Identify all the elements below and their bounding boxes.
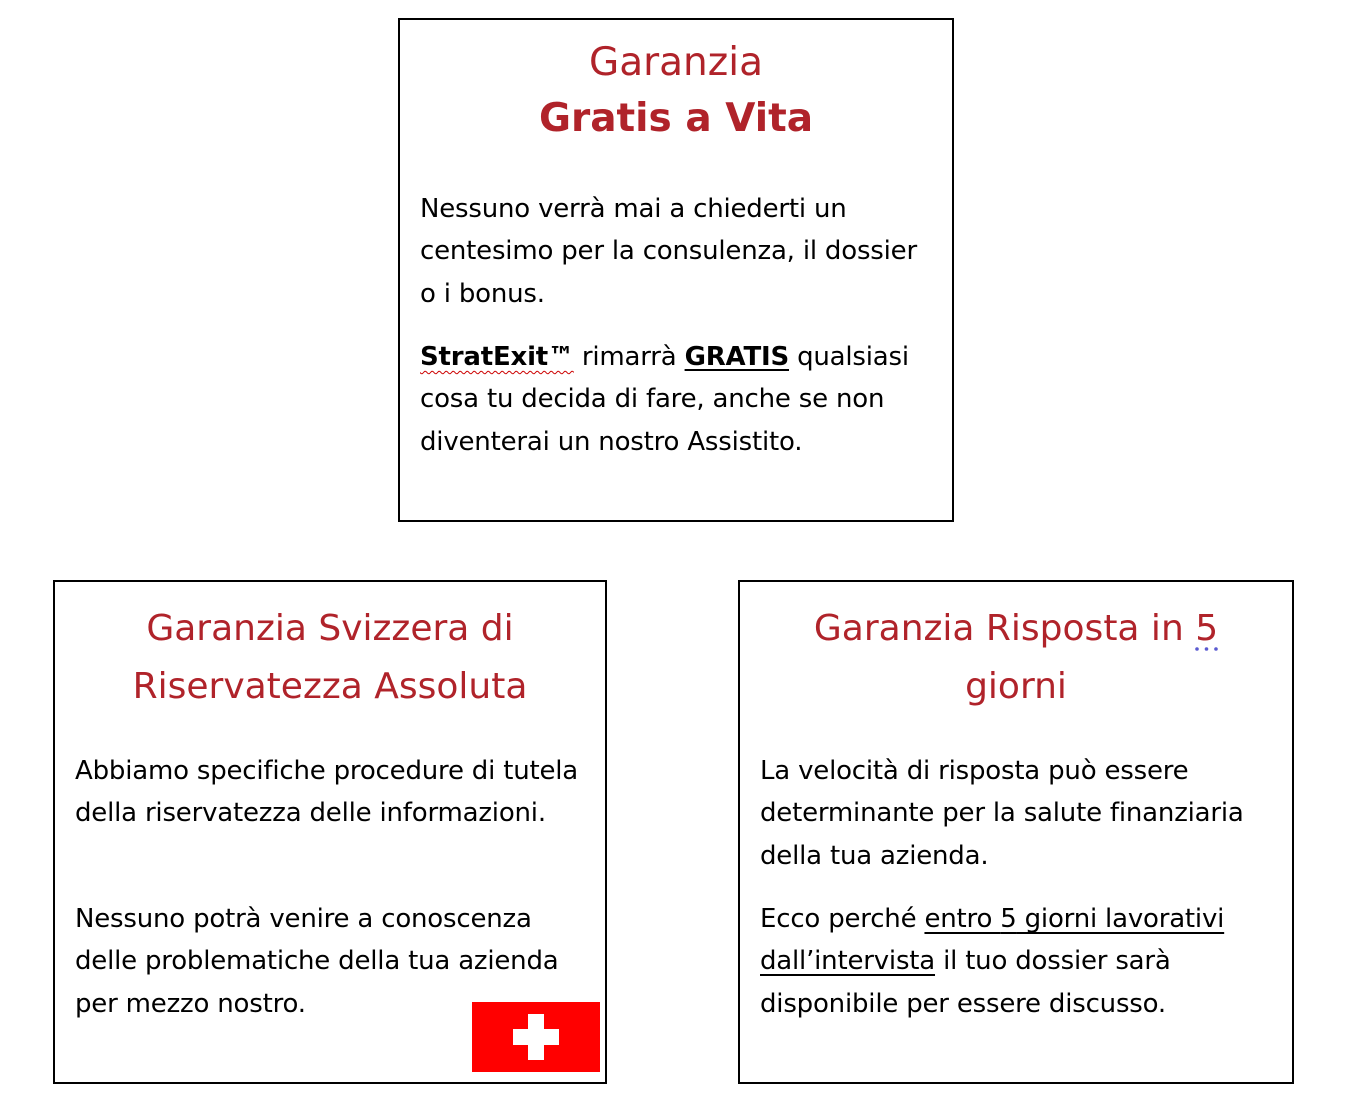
- guarantee-response-title: [750, 600, 1282, 716]
- title-text: giorni: [965, 666, 1067, 707]
- guarantee-confidentiality-box: [53, 580, 607, 1084]
- guarantee-lifetime-title-line1: Garanzia: [589, 40, 763, 85]
- deadline-text: giorni lavorativi dall’intervista: [760, 904, 1225, 977]
- guarantee-confidentiality-title: Garanzia Svizzera di Riservatezza Assoluta: [132, 608, 528, 707]
- brand-name: StratExit™: [420, 342, 574, 372]
- paragraph-text: Ecco perché: [760, 904, 925, 934]
- guarantee-lifetime-title-line2: Gratis a Vita: [538, 96, 814, 141]
- guarantee-lifetime-paragraph2: [420, 336, 930, 463]
- guarantee-response-paragraph1: La velocità di risposta può essere determinante per la salute finanziaria della tua azienda.: [760, 756, 1244, 871]
- paragraph-text: il tuo dossier sarà disponibile per essere discusso.: [760, 946, 1171, 1019]
- title-number: 5: [1195, 608, 1219, 649]
- guarantee-confidentiality-paragraph1: Abbiamo specifiche procedure di tutela della riservatezza delle informazioni.: [75, 756, 579, 829]
- deadline-number: 5: [1000, 904, 1017, 934]
- paragraph-text: rimarrà: [573, 342, 685, 372]
- title-text: Garanzia Risposta in: [813, 608, 1196, 649]
- paragraph-text: qualsiasi cosa tu decida di fare, anche se non diventerai un nostro Assistito.: [420, 342, 909, 457]
- swiss-flag-icon: [472, 1002, 600, 1072]
- guarantee-lifetime-paragraph1: Nessuno verrà mai a chiederti un centesimo per la consulenza, il dossier o i bonus.: [420, 194, 917, 309]
- guarantee-response-box: [738, 580, 1294, 1084]
- guarantee-lifetime-box: [398, 18, 954, 522]
- deadline-text: entro: [924, 904, 1001, 934]
- guarantee-confidentiality-paragraph2: Nessuno potrà venire a conoscenza delle problematiche della tua azienda per mezzo nostro.: [75, 904, 559, 1019]
- guarantee-response-paragraph2: [760, 898, 1280, 1025]
- gratis-emphasis: GRATIS: [684, 342, 789, 372]
